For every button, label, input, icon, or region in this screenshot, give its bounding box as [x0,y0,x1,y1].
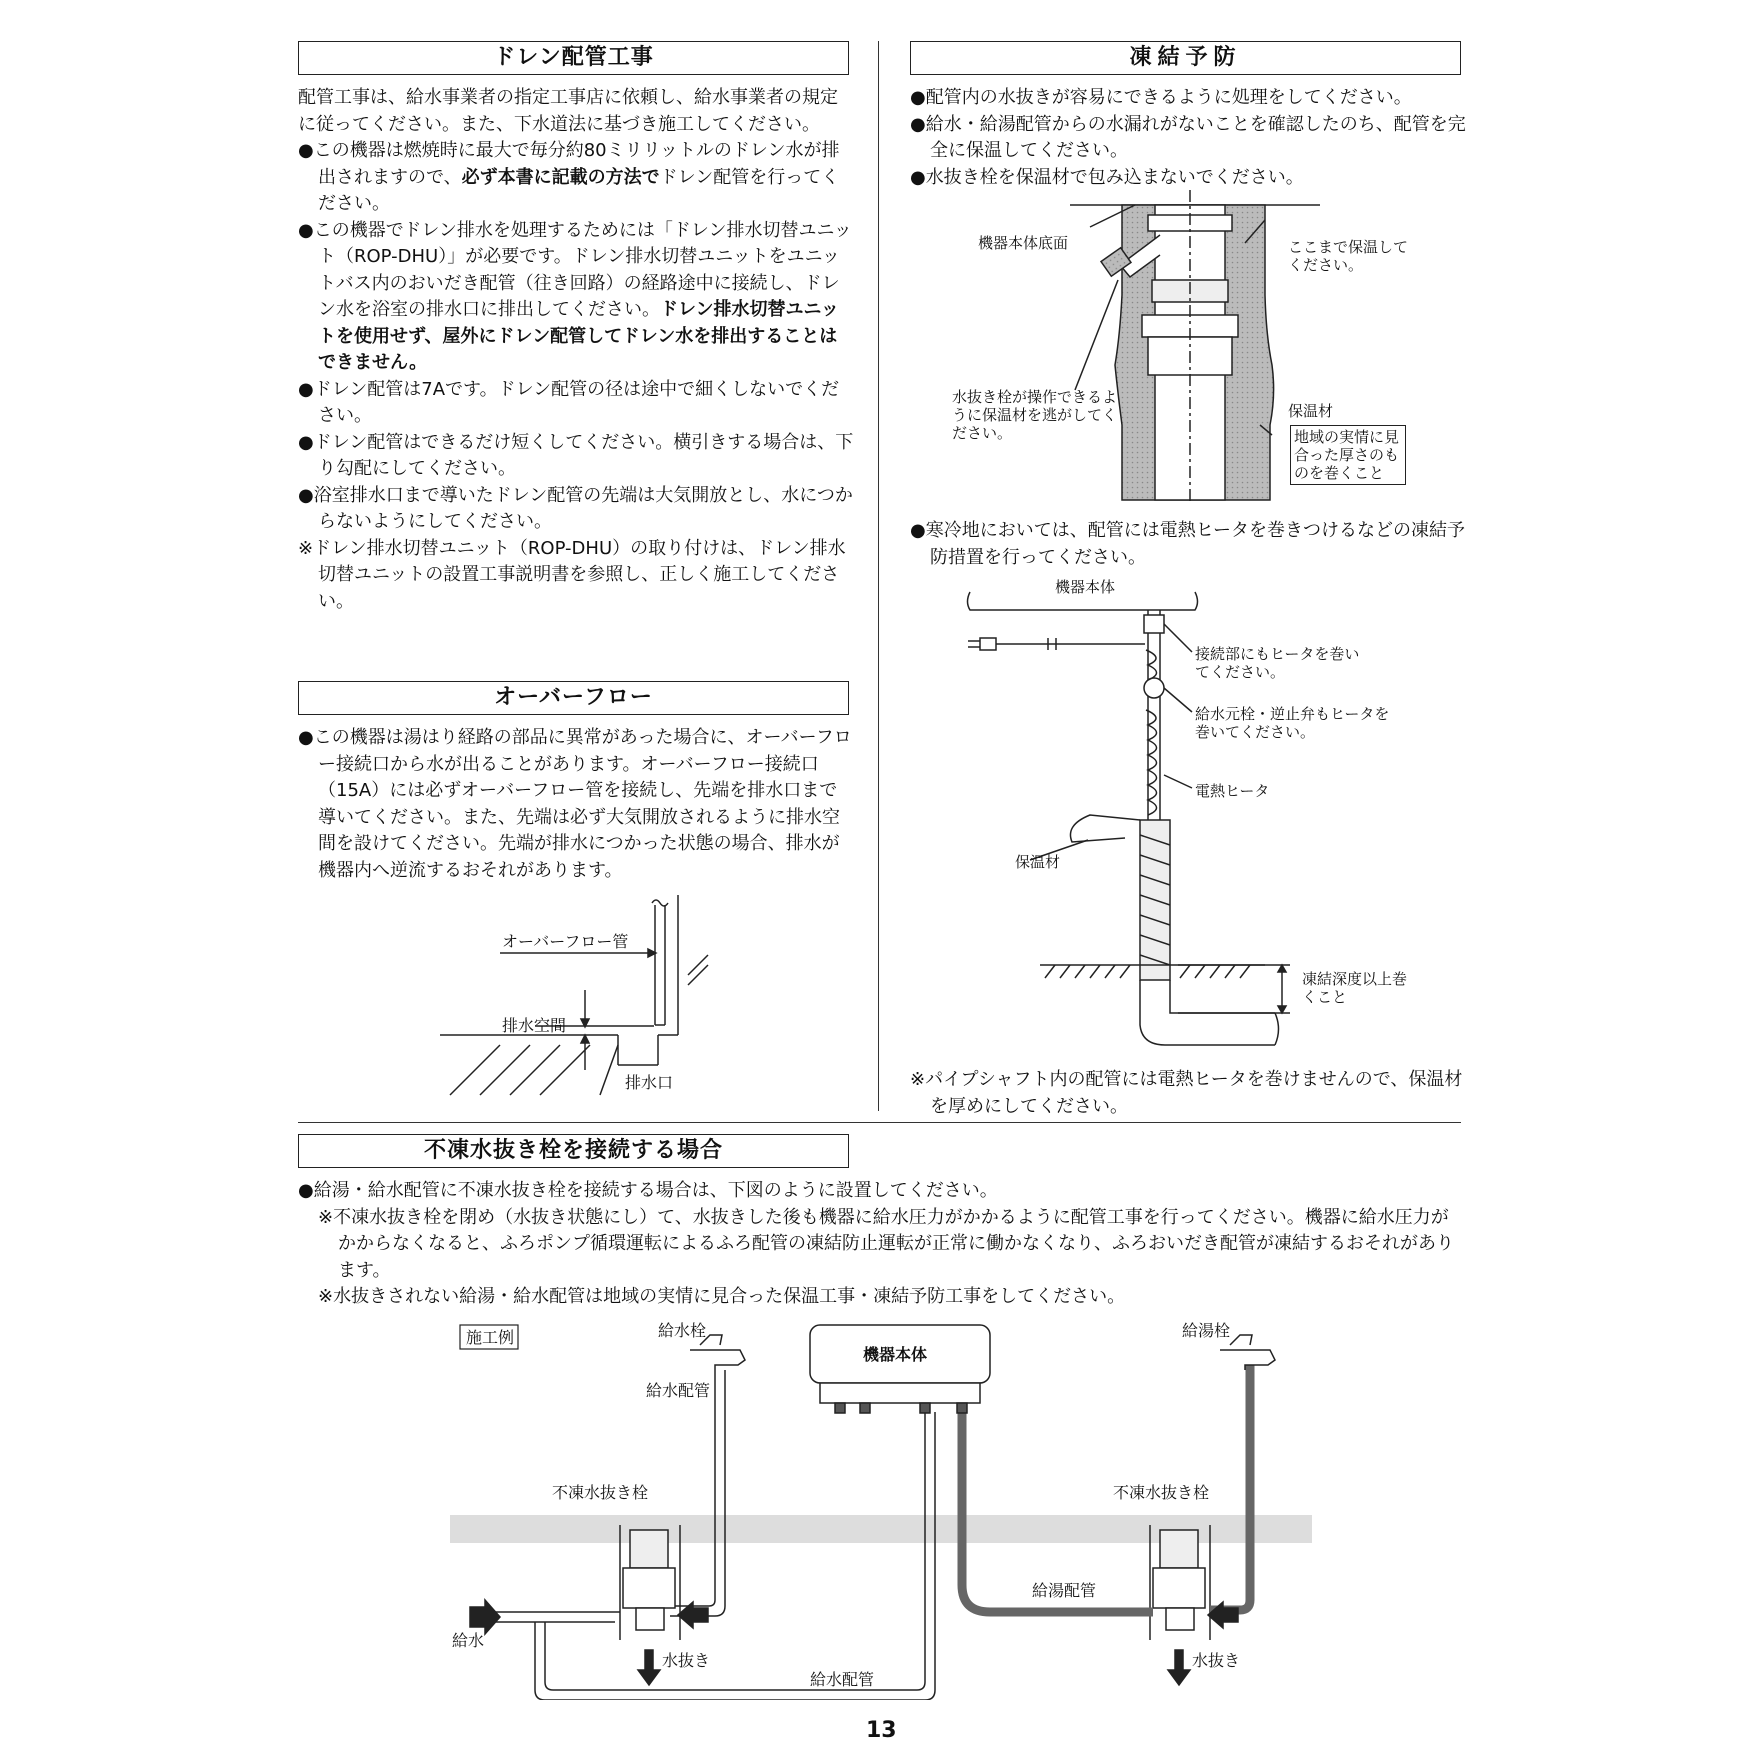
water-pipe-bottom-label: 給水配管 [810,1670,875,1689]
drain-bullet-5: ●浴室排水口まで導いたドレン配管の先端は大気開放とし、水につからないようにしてください。 [298,484,853,532]
water-pipe-label: 給水配管 [646,1381,711,1400]
section-divider [298,1122,1461,1123]
bullet-mark: ● [298,219,314,241]
drain-bullet-1: ●この機器は燃焼時に最大で毎分約80ミリリットルのドレン水が排出されますので、必ず本書に記載の方法でドレン配管を行ってください。 [298,140,840,214]
overflow-section-title: オーバーフロー [298,681,849,715]
valve-left-label: 不凍水抜き栓 [552,1483,649,1502]
hot-pipe-label: 給湯配管 [1032,1581,1097,1600]
freeze-fig2-joint-label: 接続部にもヒータを巻いてください。 [1195,645,1360,681]
drain-section-title: ドレン配管工事 [298,41,849,75]
antifreeze-body [298,1178,1463,1311]
freeze-fig1-insul-label: 保温材 [1288,402,1334,420]
freeze-fig1-valve-label: 水抜き栓が操作できるように保温材を逃がしてください。 [952,388,1118,442]
antifreeze-note-1: ※不凍水抜き栓を閉め（水抜き状態にし）て、水抜きした後も機器に給水圧力がかかるように配管工事を行ってください。機器に給水圧力がかからなくなると、ふろポンプ循環運転によるふろ配管の凍結防止運転が正常に働かなくなり、ふろおいだき配管が凍結するおそれがあります。 [318,1206,1454,1281]
freeze-body-top [910,85,1466,191]
freeze-body-bottom [910,1067,1466,1120]
drain-bullet-3: ●ドレン配管は7Aです。ドレン配管の径は途中で細くしないでください。 [298,378,840,426]
freeze-fig2-heater-label: 電熱ヒータ [1195,782,1270,800]
bullet-mark: ● [298,1180,314,1201]
antifreeze-note-2: ※水抜きされない給湯・給水配管は地域の実情に見合った保温工事・凍結予防工事をしてください。 [318,1286,1126,1307]
supply-label: 給水 [452,1631,485,1650]
drain-intro: 配管工事は、給水事業者の指定工事店に依頼し、給水事業者の規定に従ってください。また、下水道法に基づき施工してください。 [298,87,838,135]
freeze-fig2-depth-label: 凍結深度以上巻くこと [1302,970,1408,1006]
freeze-note: ※パイプシャフト内の配管には電熱ヒータを巻けませんので、保温材を厚めにしてください。 [910,1069,1463,1117]
fig-example-label: 施工例 [466,1328,515,1347]
overflow-bullet-1: ●この機器は湯はり経路の部品に異常があった場合に、オーバーフロー接続口から水が出ることがあります。オーバーフロー接続口（15A）には必ずオーバーフロー管を接続し、先端を排水口まで導いてください。また、先端は必ず大気開放されるように排水空間を設けてください。先端が排水につかった状態の場合、排水が機器内へ逆流するおそれがあります。 [298,727,852,881]
bullet-mark: ● [298,140,314,161]
bullet-mark: ● [298,727,314,748]
overflow-pipe-label: オーバーフロー管 [502,932,629,951]
bullet-mark: ● [298,378,314,400]
page-number: 13 [866,1718,897,1743]
freeze-fig1-bottom-label: 機器本体底面 [978,234,1069,252]
overflow-drain-label: 排水口 [625,1073,674,1092]
freeze-section-title: 凍結予防 [910,41,1461,75]
valve-right-label: 不凍水抜き栓 [1113,1483,1210,1502]
freeze-fig1-here-label: ここまで保温してください。 [1288,238,1409,274]
drain-bullet-2: ●この機器でドレン排水を処理するためには「ドレン排水切替ユニット（ROP-DHU）」が必要です。ドレン排水切替ユニットをユニットバス内のおいだき配管（往き回路）の経路途中に接続し、ドレン水を浴室の排水口に排出してください。ドレン排水切替ユニットを使用せず、屋外にドレン配管してドレン水を排出することはできません。 [298,219,852,373]
overflow-diagram [440,895,720,1100]
bullet-mark: ● [910,113,926,135]
drain-bullet-4: ●ドレン配管はできるだけ短くしてください。横引きする場合は、下り勾配にしてください。 [298,431,854,479]
bullet-mark: ● [298,484,314,506]
column-divider [878,41,879,1111]
unit-body-label: 機器本体 [863,1345,928,1364]
note-mark: ※ [910,1069,926,1090]
water-tap-label: 給水栓 [658,1321,707,1340]
drain-right-label: 水抜き [1192,1651,1241,1670]
freeze-bullet-4: ●寒冷地においては、配管には電熱ヒータを巻きつけるなどの凍結予防措置を行ってください。 [910,520,1465,568]
freeze-bullet-1: ●配管内の水抜きが容易にできるように処理をしてください。 [910,87,1412,108]
freeze-body-mid [910,518,1466,571]
note-mark: ※ [318,1286,334,1307]
overflow-body [298,725,854,884]
hot-tap-label: 給湯栓 [1182,1321,1231,1340]
overflow-space-label: 排水空間 [502,1016,567,1035]
freeze-fig1-box-label: 地域の実情に見合った厚さのものを巻くこと [1290,425,1406,485]
antifreeze-diagram [440,1310,1320,1700]
bullet-mark: ● [910,87,926,108]
antifreeze-section-title: 不凍水抜き栓を接続する場合 [298,1134,849,1168]
bullet-mark: ● [910,166,926,188]
antifreeze-bullet-1: ●給湯・給水配管に不凍水抜き栓を接続する場合は、下図のように設置してください。 [298,1180,998,1201]
freeze-fig2-insul-label: 保温材 [1015,853,1061,871]
drain-body [298,85,854,615]
bullet-mark: ● [298,431,314,453]
freeze-fig2-body-label: 機器本体 [1055,578,1116,596]
freeze-bullet-3: ●水抜き栓を保温材で包み込まないでください。 [910,166,1304,188]
drain-note: ※ドレン排水切替ユニット（ROP-DHU）の取り付けは、ドレン排水切替ユニットの設置工事説明書を参照し、正しく施工してください。 [298,537,846,612]
bullet-mark: ● [910,520,926,541]
freeze-bullet-2: ●給水・給湯配管からの水漏れがないことを確認したのち、配管を完全に保温してください。 [910,113,1466,161]
note-mark: ※ [318,1206,334,1228]
drain-left-label: 水抜き [662,1651,711,1670]
note-mark: ※ [298,537,314,559]
freeze-fig2-valve-label: 給水元栓・逆止弁もヒータを巻いてください。 [1195,705,1390,741]
